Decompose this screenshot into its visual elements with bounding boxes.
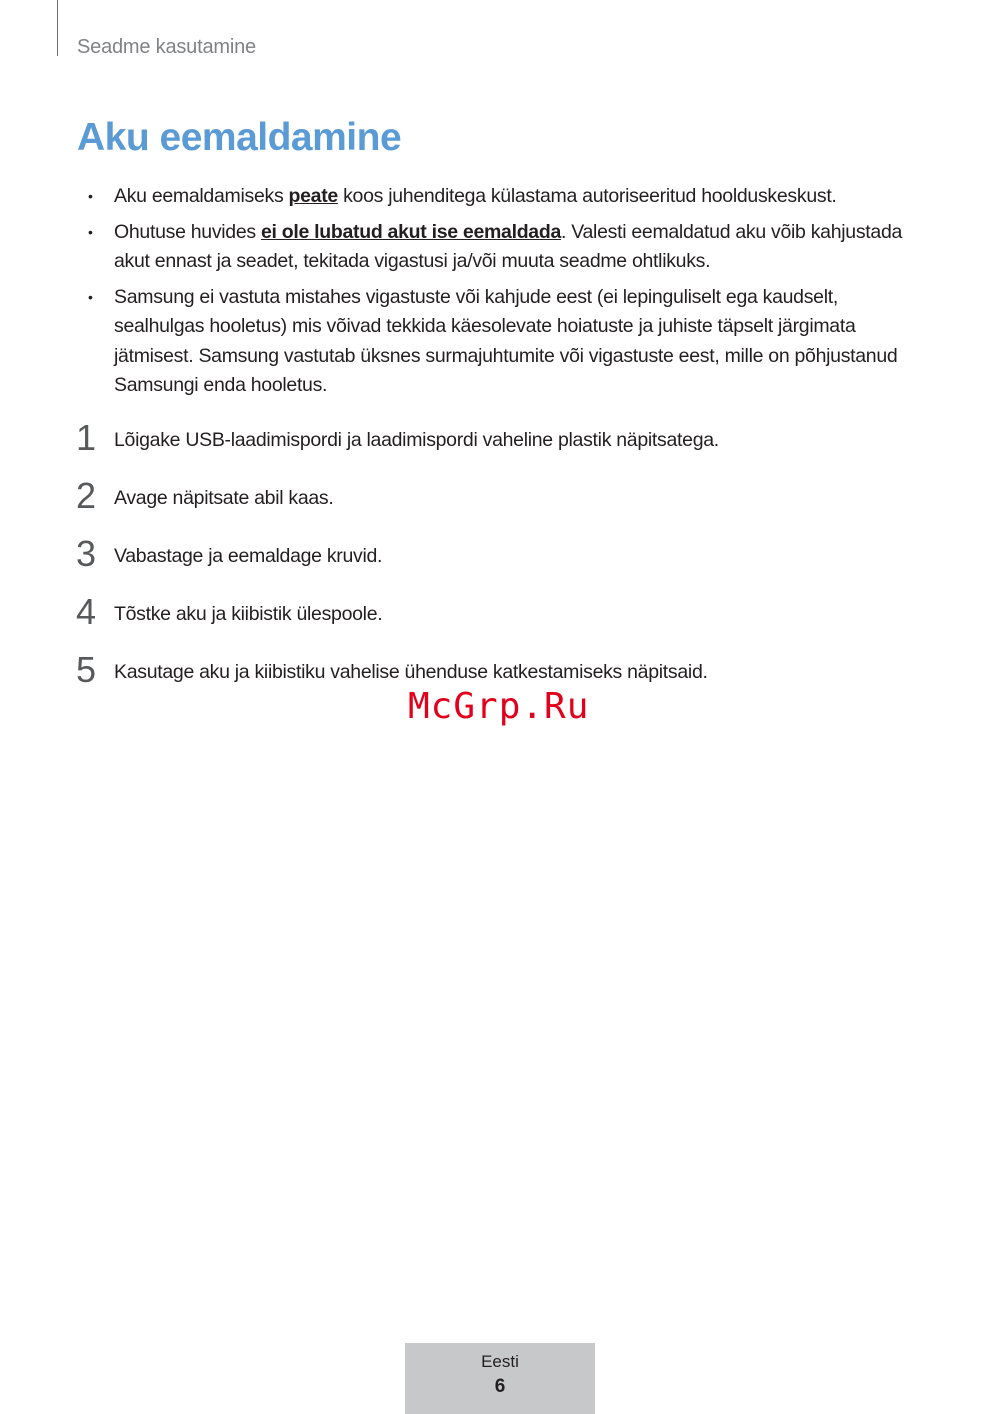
page-footer <box>405 1343 595 1414</box>
list-item <box>88 218 903 277</box>
warning-list <box>88 182 903 407</box>
page-title: Aku eemaldamine <box>77 116 402 159</box>
step-list <box>76 418 906 708</box>
watermark: McGrp.Ru <box>408 686 590 727</box>
bullet-icon: • <box>88 188 93 204</box>
step-number: 5 <box>76 649 97 690</box>
step-text: Lõigake USB-laadimispordi ja laadimispordi vaheline plastik näpitsatega. <box>114 429 719 451</box>
bullet-text: koos juhenditega külastama autoriseeritud hoolduskeskust. <box>337 185 837 207</box>
step-text: Avage näpitsate abil kaas. <box>114 487 334 509</box>
footer-language: Eesti <box>481 1352 519 1371</box>
step-item <box>76 592 906 650</box>
step-item <box>76 534 906 592</box>
step-item <box>76 476 906 534</box>
step-text: Tõstke aku ja kiibistik ülespoole. <box>114 603 383 625</box>
step-number: 1 <box>76 417 97 458</box>
bullet-text: . Valesti eemaldatud aku võib kahjustada akut ennast ja seadet, tekitada vigastusi ja/või muuta seadme ohtlikuks. <box>114 220 903 272</box>
list-item <box>88 182 903 212</box>
page-number: 6 <box>494 1376 506 1397</box>
bullet-text: Ohutuse huvides <box>114 220 261 243</box>
step-number: 4 <box>76 591 97 632</box>
step-text: Vabastage ja eemaldage kruvid. <box>114 545 383 567</box>
bullet-text: Aku eemaldamiseks <box>114 185 289 207</box>
step-text: Kasutage aku ja kiibistiku vahelise ühenduse katkestamiseks näpitsaid. <box>114 661 708 683</box>
bullet-icon: • <box>88 288 93 305</box>
section-title: Seadme kasutamine <box>77 36 256 58</box>
list-item <box>88 283 903 401</box>
bullet-emphasis: ei ole lubatud akut ise eemaldada <box>260 220 562 243</box>
bullet-emphasis: peate <box>288 185 338 207</box>
bullet-text: Samsung ei vastuta mistahes vigastuste või kahjude eest (ei lepinguliselt ega kaudselt, sealhulgas hooletus) mis võivad tekkida käesolevate hoiatuste ja juhiste täpselt järgimata jätmisest. Samsung vastutab üksnes surmajuhtumite või vigastuste eest, mille on põhjustanud Samsungi enda hooletus. <box>114 285 898 396</box>
step-item <box>76 418 906 476</box>
step-number: 3 <box>76 533 97 574</box>
bullet-icon: • <box>88 223 93 240</box>
step-number: 2 <box>76 475 97 516</box>
header-divider <box>57 0 58 56</box>
